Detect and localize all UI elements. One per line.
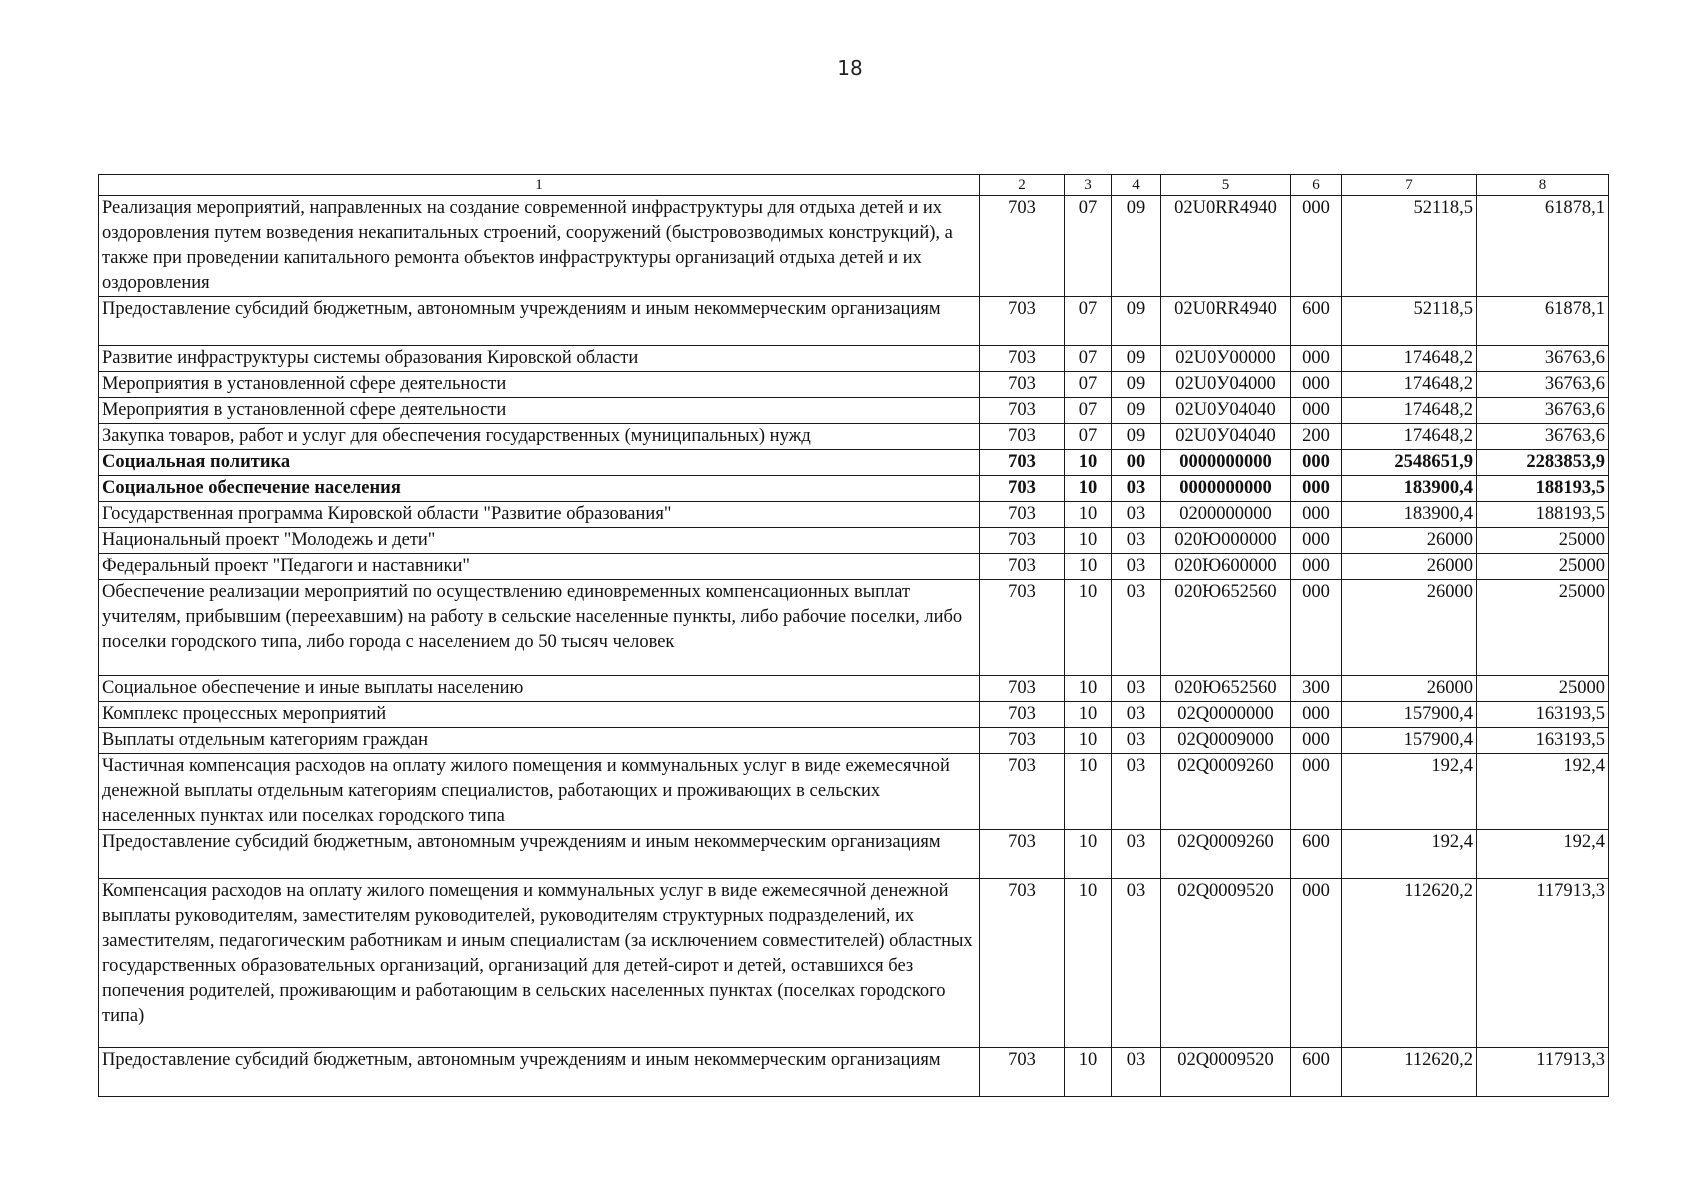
row-name-cell: Социальное обеспечение населения [99,476,980,502]
header-cell-8: 8 [1477,175,1609,196]
code-cell-4: 09 [1112,372,1161,398]
code-cell-3: 10 [1065,830,1112,879]
amount-cell-8: 61878,1 [1477,297,1609,346]
table-row [99,346,1609,372]
code-cell-6: 000 [1291,372,1342,398]
code-cell-3: 10 [1065,1048,1112,1097]
code-cell-2: 703 [980,728,1065,754]
code-cell-3: 07 [1065,424,1112,450]
code-cell-2: 703 [980,476,1065,502]
table-row [99,676,1609,702]
code-cell-3: 10 [1065,676,1112,702]
table-row [99,450,1609,476]
code-cell-4: 03 [1112,1048,1161,1097]
row-name-cell: Обеспечение реализации мероприятий по осуществлению единовременных компенсационных выплат учителям, прибывшим (переехавшим) на работу в сельские населенные пункты, либо рабочие поселки, либо поселки городского типа, либо города с населением до 50 тысяч человек [99,580,980,676]
amount-cell-7: 174648,2 [1342,424,1477,450]
code-cell-3: 10 [1065,476,1112,502]
header-cell-7: 7 [1342,175,1477,196]
code-cell-5: 02U0У00000 [1161,346,1291,372]
code-cell-4: 09 [1112,297,1161,346]
code-cell-5: 02Q0000000 [1161,702,1291,728]
header-cell-4: 4 [1112,175,1161,196]
code-cell-5: 02U0У04040 [1161,398,1291,424]
amount-cell-8: 192,4 [1477,830,1609,879]
amount-cell-7: 157900,4 [1342,728,1477,754]
amount-cell-8: 163193,5 [1477,702,1609,728]
row-name-cell: Частичная компенсация расходов на оплату жилого помещения и коммунальных услуг в виде ежемесячной денежной выплаты отдельным категориям специалистов, работающих и проживающих в сельских населенных пунктах или поселках городского типа [99,754,980,830]
code-cell-3: 07 [1065,346,1112,372]
header-cell-6: 6 [1291,175,1342,196]
code-cell-5: 020Ю652560 [1161,676,1291,702]
table-row [99,297,1609,346]
amount-cell-8: 188193,5 [1477,476,1609,502]
row-name-cell: Предоставление субсидий бюджетным, автономным учреждениям и иным некоммерческим организациям [99,830,980,879]
amount-cell-7: 2548651,9 [1342,450,1477,476]
code-cell-2: 703 [980,754,1065,830]
code-cell-4: 03 [1112,830,1161,879]
code-cell-3: 10 [1065,528,1112,554]
code-cell-4: 03 [1112,676,1161,702]
code-cell-6: 000 [1291,196,1342,297]
amount-cell-8: 188193,5 [1477,502,1609,528]
code-cell-2: 703 [980,580,1065,676]
amount-cell-8: 36763,6 [1477,398,1609,424]
code-cell-6: 000 [1291,502,1342,528]
row-name-cell: Предоставление субсидий бюджетным, автономным учреждениям и иным некоммерческим организациям [99,1048,980,1097]
code-cell-6: 000 [1291,879,1342,1048]
table-row [99,580,1609,676]
amount-cell-7: 112620,2 [1342,879,1477,1048]
code-cell-3: 10 [1065,554,1112,580]
code-cell-5: 02Q0009520 [1161,879,1291,1048]
code-cell-3: 07 [1065,372,1112,398]
amount-cell-8: 192,4 [1477,754,1609,830]
code-cell-5: 020Ю652560 [1161,580,1291,676]
table-row [99,398,1609,424]
code-cell-3: 10 [1065,702,1112,728]
row-name-cell: Закупка товаров, работ и услуг для обеспечения государственных (муниципальных) нужд [99,424,980,450]
code-cell-6: 600 [1291,1048,1342,1097]
code-cell-3: 07 [1065,297,1112,346]
row-name-cell: Социальное обеспечение и иные выплаты населению [99,676,980,702]
code-cell-5: 02U0RR4940 [1161,297,1291,346]
code-cell-2: 703 [980,372,1065,398]
code-cell-4: 03 [1112,476,1161,502]
code-cell-3: 10 [1065,728,1112,754]
code-cell-5: 020Ю600000 [1161,554,1291,580]
amount-cell-8: 61878,1 [1477,196,1609,297]
amount-cell-8: 36763,6 [1477,372,1609,398]
header-cell-1: 1 [99,175,980,196]
code-cell-3: 07 [1065,398,1112,424]
code-cell-2: 703 [980,702,1065,728]
table-row [99,196,1609,297]
code-cell-3: 07 [1065,196,1112,297]
code-cell-6: 000 [1291,450,1342,476]
row-name-cell: Мероприятия в установленной сфере деятельности [99,372,980,398]
code-cell-2: 703 [980,502,1065,528]
code-cell-4: 03 [1112,554,1161,580]
code-cell-2: 703 [980,346,1065,372]
amount-cell-7: 183900,4 [1342,476,1477,502]
code-cell-4: 09 [1112,424,1161,450]
code-cell-2: 703 [980,196,1065,297]
code-cell-4: 03 [1112,754,1161,830]
code-cell-6: 000 [1291,754,1342,830]
row-name-cell: Мероприятия в установленной сфере деятельности [99,398,980,424]
code-cell-4: 00 [1112,450,1161,476]
amount-cell-7: 174648,2 [1342,398,1477,424]
code-cell-6: 600 [1291,830,1342,879]
table-row [99,728,1609,754]
table-row [99,502,1609,528]
amount-cell-8: 117913,3 [1477,879,1609,1048]
code-cell-3: 10 [1065,450,1112,476]
amount-cell-7: 52118,5 [1342,196,1477,297]
code-cell-2: 703 [980,450,1065,476]
amount-cell-8: 25000 [1477,554,1609,580]
budget-table [98,174,1609,1097]
amount-cell-8: 36763,6 [1477,424,1609,450]
code-cell-4: 09 [1112,398,1161,424]
amount-cell-7: 183900,4 [1342,502,1477,528]
code-cell-3: 10 [1065,754,1112,830]
code-cell-6: 000 [1291,728,1342,754]
code-cell-2: 703 [980,554,1065,580]
table-row [99,754,1609,830]
table-row [99,476,1609,502]
amount-cell-8: 163193,5 [1477,728,1609,754]
code-cell-6: 000 [1291,580,1342,676]
table-row [99,879,1609,1048]
amount-cell-7: 192,4 [1342,830,1477,879]
amount-cell-8: 25000 [1477,580,1609,676]
header-cell-3: 3 [1065,175,1112,196]
code-cell-5: 02Q0009000 [1161,728,1291,754]
code-cell-2: 703 [980,1048,1065,1097]
amount-cell-7: 174648,2 [1342,346,1477,372]
code-cell-2: 703 [980,398,1065,424]
header-row [99,175,1609,196]
code-cell-2: 703 [980,424,1065,450]
amount-cell-8: 2283853,9 [1477,450,1609,476]
code-cell-2: 703 [980,879,1065,1048]
code-cell-6: 300 [1291,676,1342,702]
code-cell-4: 03 [1112,580,1161,676]
table-row [99,830,1609,879]
amount-cell-7: 52118,5 [1342,297,1477,346]
amount-cell-7: 26000 [1342,676,1477,702]
amount-cell-7: 192,4 [1342,754,1477,830]
code-cell-5: 02Q0009520 [1161,1048,1291,1097]
code-cell-6: 000 [1291,476,1342,502]
code-cell-3: 10 [1065,502,1112,528]
amount-cell-8: 25000 [1477,676,1609,702]
amount-cell-8: 36763,6 [1477,346,1609,372]
amount-cell-7: 26000 [1342,554,1477,580]
amount-cell-7: 26000 [1342,580,1477,676]
code-cell-4: 03 [1112,879,1161,1048]
code-cell-5: 0000000000 [1161,450,1291,476]
code-cell-5: 0000000000 [1161,476,1291,502]
row-name-cell: Национальный проект "Молодежь и дети" [99,528,980,554]
table-row [99,1048,1609,1097]
table-row [99,424,1609,450]
code-cell-4: 03 [1112,502,1161,528]
header-cell-5: 5 [1161,175,1291,196]
row-name-cell: Федеральный проект "Педагоги и наставники" [99,554,980,580]
code-cell-2: 703 [980,830,1065,879]
code-cell-6: 200 [1291,424,1342,450]
row-name-cell: Социальная политика [99,450,980,476]
amount-cell-7: 174648,2 [1342,372,1477,398]
code-cell-4: 09 [1112,346,1161,372]
code-cell-5: 02U0У04040 [1161,424,1291,450]
page-number: 18 [837,56,863,80]
code-cell-5: 020Ю000000 [1161,528,1291,554]
code-cell-6: 000 [1291,528,1342,554]
table-row [99,528,1609,554]
amount-cell-8: 117913,3 [1477,1048,1609,1097]
code-cell-4: 03 [1112,528,1161,554]
row-name-cell: Выплаты отдельным категориям граждан [99,728,980,754]
row-name-cell: Комплекс процессных мероприятий [99,702,980,728]
code-cell-5: 0200000000 [1161,502,1291,528]
table-row [99,372,1609,398]
code-cell-6: 000 [1291,398,1342,424]
code-cell-5: 02Q0009260 [1161,830,1291,879]
code-cell-6: 000 [1291,554,1342,580]
code-cell-5: 02U0У04000 [1161,372,1291,398]
code-cell-3: 10 [1065,580,1112,676]
amount-cell-7: 157900,4 [1342,702,1477,728]
amount-cell-8: 25000 [1477,528,1609,554]
row-name-cell: Компенсация расходов на оплату жилого помещения и коммунальных услуг в виде ежемесячной денежной выплаты руководителям, заместителям руководителей, руководителям структурных подразделений, их заместителям, педагогическим работникам и иным специалистам (за исключением совместителей) областных государственных образовательных организаций, организаций для детей-сирот и детей, оставшихся без попечения родителей, проживающим и работающим в сельских населенных пунктах (поселках городского типа) [99,879,980,1048]
amount-cell-7: 26000 [1342,528,1477,554]
row-name-cell: Государственная программа Кировской области "Развитие образования" [99,502,980,528]
code-cell-2: 703 [980,676,1065,702]
row-name-cell: Предоставление субсидий бюджетным, автономным учреждениям и иным некоммерческим организациям [99,297,980,346]
code-cell-5: 02U0RR4940 [1161,196,1291,297]
header-cell-2: 2 [980,175,1065,196]
amount-cell-7: 112620,2 [1342,1048,1477,1097]
table-row [99,554,1609,580]
code-cell-6: 000 [1291,702,1342,728]
code-cell-4: 03 [1112,728,1161,754]
row-name-cell: Реализация мероприятий, направленных на создание современной инфраструктуры для отдыха детей и их оздоровления путем возведения некапитальных строений, сооружений (быстровозводимых конструкций), а также при проведении капитального ремонта объектов инфраструктуры организаций отдыха детей и их оздоровления [99,196,980,297]
code-cell-5: 02Q0009260 [1161,754,1291,830]
code-cell-2: 703 [980,528,1065,554]
table-row [99,702,1609,728]
code-cell-6: 000 [1291,346,1342,372]
code-cell-2: 703 [980,297,1065,346]
code-cell-4: 09 [1112,196,1161,297]
code-cell-3: 10 [1065,879,1112,1048]
row-name-cell: Развитие инфраструктуры системы образования Кировской области [99,346,980,372]
code-cell-4: 03 [1112,702,1161,728]
code-cell-6: 600 [1291,297,1342,346]
